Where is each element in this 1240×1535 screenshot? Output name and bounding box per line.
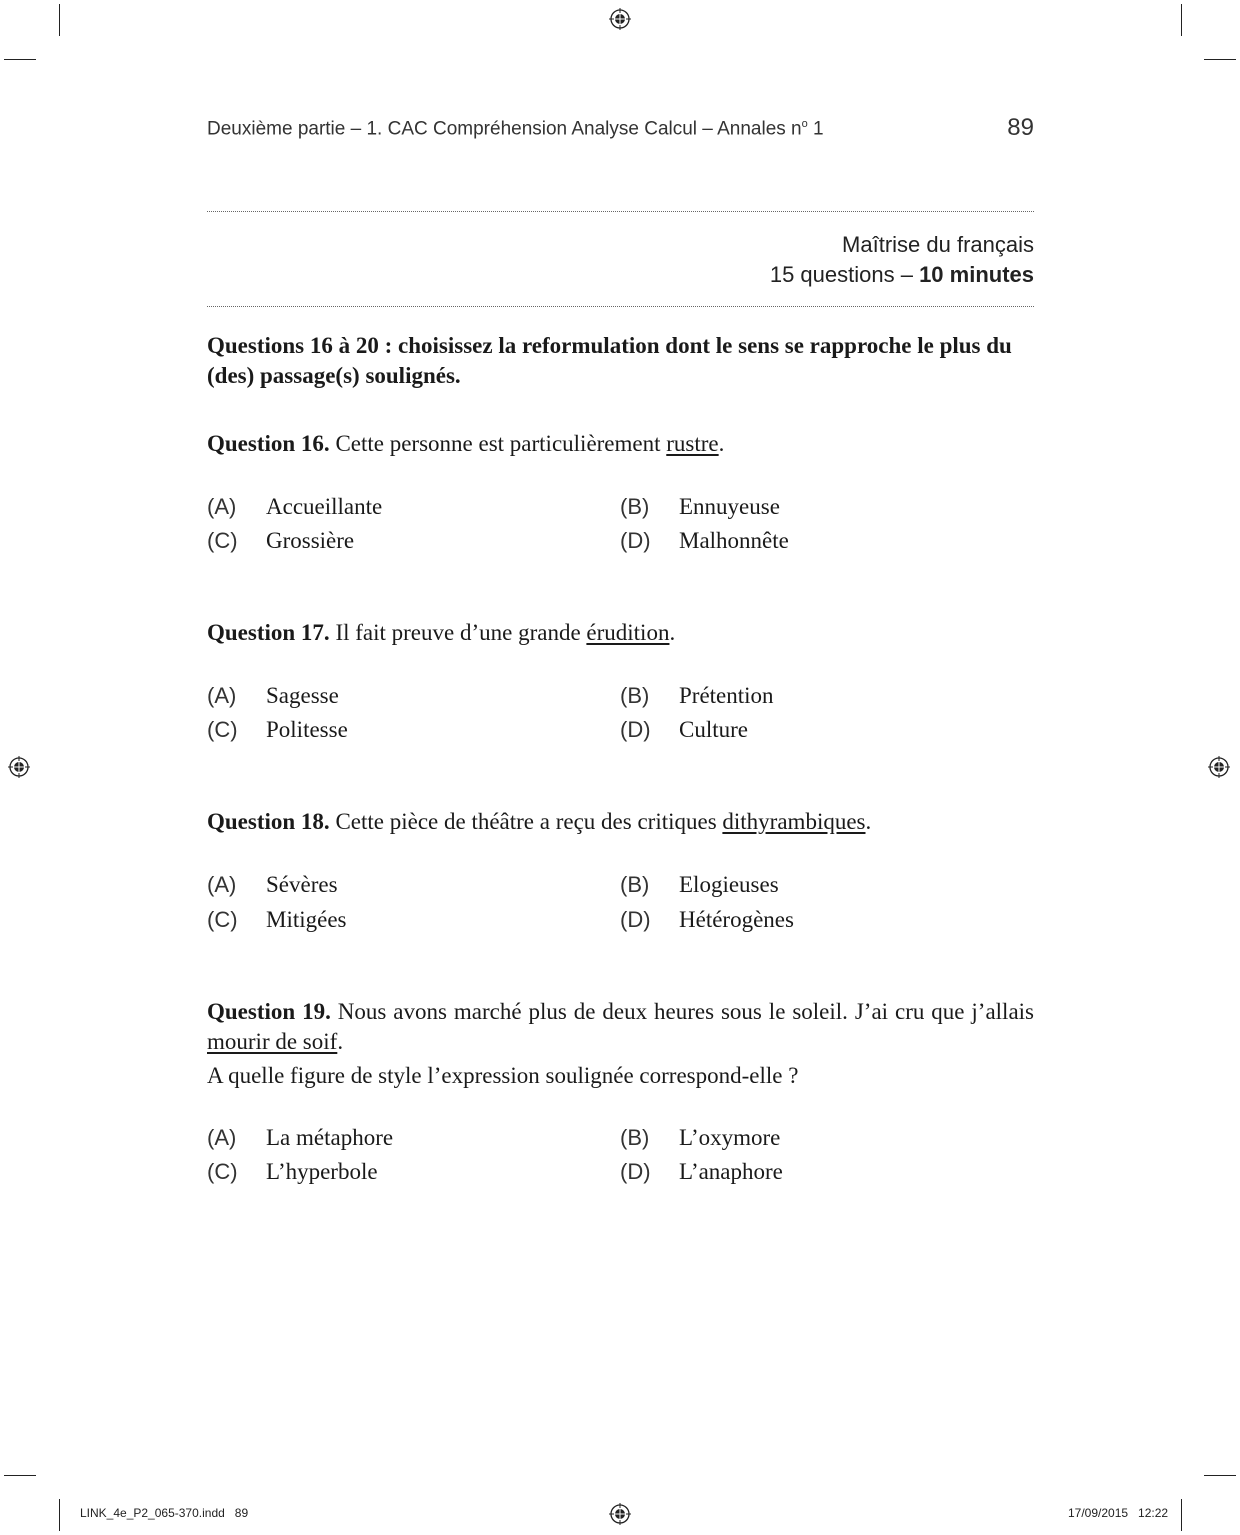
question-text: Nous avons marché plus de deux heures sous le soleil. J’ai cru que j’allais bbox=[330, 999, 1034, 1024]
registration-mark-icon bbox=[609, 1503, 631, 1525]
divider bbox=[207, 306, 1034, 307]
option-text: Ennuyeuse bbox=[679, 494, 780, 519]
option-text: Culture bbox=[679, 717, 748, 742]
option-letter: (B) bbox=[620, 1125, 650, 1150]
option-text: Sagesse bbox=[266, 683, 339, 708]
page-number: 89 bbox=[1007, 114, 1034, 141]
question-label: Question 17. bbox=[207, 620, 330, 645]
crop-mark bbox=[59, 4, 60, 36]
option-text: L’hyperbole bbox=[266, 1159, 378, 1184]
option-letter: (C) bbox=[207, 1159, 238, 1184]
option-letter: (C) bbox=[207, 717, 238, 742]
section-count bbox=[600, 260, 1034, 290]
option-letter: (D) bbox=[620, 1159, 651, 1184]
option-letter: (D) bbox=[620, 907, 651, 932]
option-text: Prétention bbox=[679, 683, 774, 708]
option-text: Politesse bbox=[266, 717, 348, 742]
question-label: Question 16. bbox=[207, 431, 330, 456]
question-underlined: dithyrambiques bbox=[722, 809, 866, 834]
crop-mark bbox=[1181, 1499, 1182, 1531]
option-text: L’oxymore bbox=[679, 1125, 781, 1150]
section-info bbox=[600, 230, 1034, 290]
running-header-text: Deuxième partie – 1. CAC Compréhension Analyse Calcul – Annales n bbox=[207, 118, 802, 140]
option-letter: (A) bbox=[207, 683, 237, 708]
question-17 bbox=[207, 618, 1034, 648]
question-18 bbox=[207, 807, 1034, 837]
question-text: Cette personne est particulièrement bbox=[329, 431, 667, 456]
registration-mark-icon bbox=[8, 756, 30, 778]
crop-mark bbox=[59, 1499, 60, 1531]
question-underlined: rustre bbox=[666, 431, 719, 456]
question-label: Question 18. bbox=[207, 809, 330, 834]
question-text: Il fait preuve d’une grande bbox=[329, 620, 587, 645]
option-text: Accueillante bbox=[266, 494, 383, 519]
question-end: . bbox=[669, 620, 676, 645]
running-header-sup: o bbox=[801, 118, 808, 130]
option-letter: (C) bbox=[207, 528, 238, 553]
registration-mark-icon bbox=[1208, 756, 1230, 778]
footer-file: LINK_4e_P2_065-370.indd 89 bbox=[80, 1506, 249, 1520]
running-header-end: 1 bbox=[807, 118, 824, 140]
crop-mark bbox=[1204, 1475, 1236, 1476]
section-duration: 10 minutes bbox=[919, 262, 1034, 287]
option-text: Malhonnête bbox=[679, 528, 789, 553]
footer-date: 17/09/2015 12:22 bbox=[1068, 1506, 1169, 1520]
option-letter: (A) bbox=[207, 494, 237, 519]
section-subject: Maîtrise du français bbox=[842, 232, 1034, 257]
option-letter: (D) bbox=[620, 528, 651, 553]
crop-mark bbox=[1181, 4, 1182, 36]
option-letter: (B) bbox=[620, 683, 650, 708]
option-text: Sévères bbox=[266, 872, 338, 897]
option-letter: (A) bbox=[207, 872, 237, 897]
crop-mark bbox=[4, 59, 36, 60]
question-19-prompt: A quelle figure de style l’expression soulignée correspond-elle ? bbox=[207, 1063, 799, 1088]
crop-mark bbox=[4, 1475, 36, 1476]
question-end: . bbox=[337, 1029, 344, 1054]
question-16 bbox=[207, 429, 1034, 459]
option-letter: (B) bbox=[620, 872, 650, 897]
question-end: . bbox=[865, 809, 872, 834]
option-text: Mitigées bbox=[266, 907, 347, 932]
question-19 bbox=[207, 997, 1034, 1057]
option-text: La métaphore bbox=[266, 1125, 394, 1150]
question-end: . bbox=[718, 431, 725, 456]
running-header bbox=[207, 118, 824, 140]
crop-mark bbox=[1204, 59, 1236, 60]
question-label: Question 19. bbox=[207, 999, 331, 1024]
question-text: Cette pièce de théâtre a reçu des critiques bbox=[329, 809, 723, 834]
option-text: Hétérogènes bbox=[679, 907, 794, 932]
instructions: Questions 16 à 20 : choisissez la reformulation dont le sens se rapproche le plus du (des) passage(s) soulignés. bbox=[207, 333, 1012, 388]
question-underlined: érudition bbox=[586, 620, 670, 645]
divider bbox=[207, 211, 1034, 212]
question-underlined: mourir de soif bbox=[207, 1029, 338, 1054]
option-letter: (D) bbox=[620, 717, 651, 742]
option-letter: (B) bbox=[620, 494, 650, 519]
section-count-text: 15 questions – bbox=[769, 262, 920, 287]
registration-mark-icon bbox=[609, 8, 631, 30]
option-text: Elogieuses bbox=[679, 872, 779, 897]
option-text: Grossière bbox=[266, 528, 355, 553]
option-letter: (C) bbox=[207, 907, 238, 932]
option-text: L’anaphore bbox=[679, 1159, 783, 1184]
option-letter: (A) bbox=[207, 1125, 237, 1150]
